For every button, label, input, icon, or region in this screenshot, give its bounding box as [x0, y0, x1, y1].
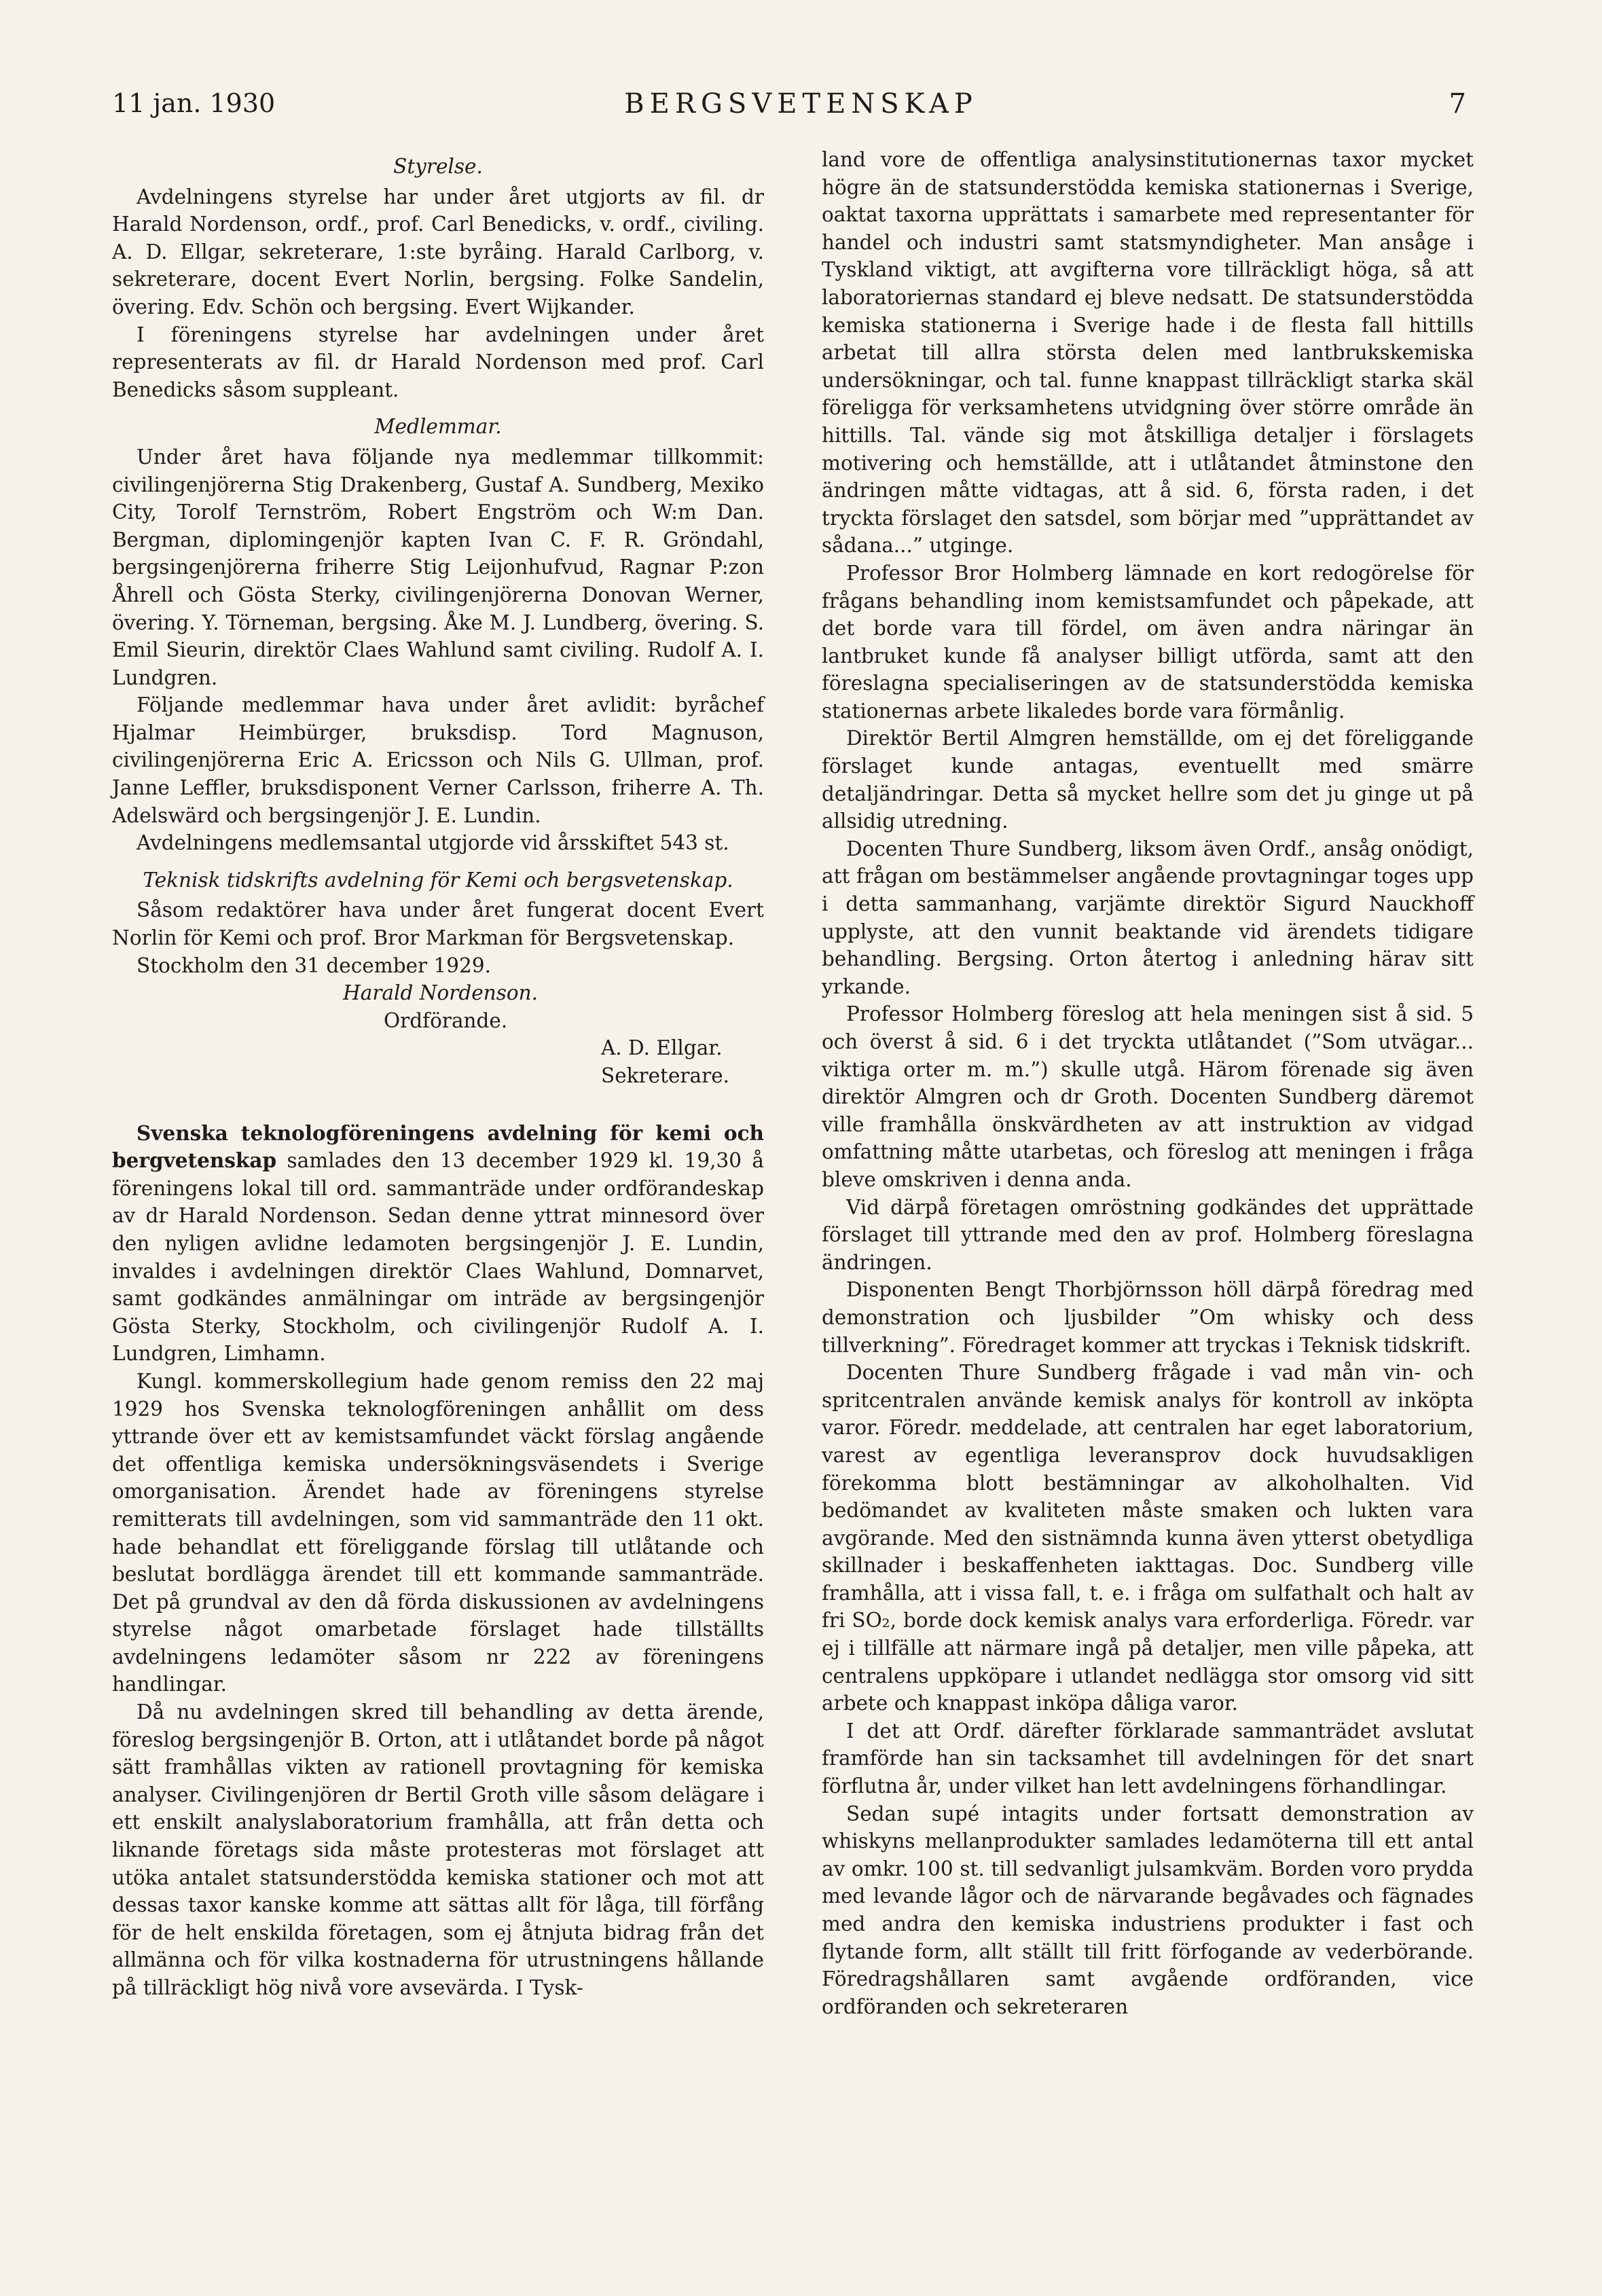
tidskrift-heading: Teknisk tidskrifts avdelning för Kemi och bergsvetenskap. [143, 868, 733, 892]
right-column [822, 146, 1474, 2020]
meeting-intro: samlades den 13 december 1929 kl. 19,30 å föreningens lokal till ord. sammanträde under ordförandeskap av dr Harald Nordenson. Sedan denne yttrat minnesord över den nyligen avlidne ledamoten bergsingenjör J. E. Lundin, invaldes i avdelningen direktör Claes Wahlund, Domnarvet, samt godkändes anmälningar om inträde av bergsingenjör Gösta Sterky, Stockholm, och civilingenjör Rudolf A. I. Lundgren, Limhamn. [112, 1149, 765, 1366]
paragraph: Sedan supé intagits under fortsatt demonstration av whiskyns mellanprodukter samlades ledamöterna till ett antal av omkr. 100 st. till sedvanligt julsamkväm. Borden voro prydda med levande lågor och de närvarande begåvades och fägnades med andra den kemiska industriens produkter i fast och flytande form, allt ställt till fritt förfogande av vederbörande. Föredragshållaren samt avgående ordföranden, vice ordföranden och sekreteraren [822, 1802, 1474, 2018]
paragraph: I det att Ordf. därefter förklarade sammanträdet avslutat framförde han sin tacksamhet till avdelningen för det snart förflutna år, under vilket han lett avdelningens förhandlingar. [822, 1719, 1474, 1798]
paragraph: Vid därpå företagen omröstning godkändes det upprättade förslaget till yttrande med den av prof. Holmberg föreslagna ändringen. [822, 1195, 1474, 1274]
medlemmar-heading: Medlemmar. [374, 415, 502, 439]
paragraph: Docenten Thure Sundberg frågade i vad mån vin- och spritcentralen använde kemisk analys för kontroll av inköpta varor. Föredr. meddelade, att centralen har eget laboratorium, varest av egentliga leveransprov dock huvudsakligen förekomma blott bestämningar av alkoholhalten. Vid bedömandet av kvaliteten måste smaken och lukten vara avgörande. Med den sistnämnda kunna även ytterst obetydliga skillnader i beskaffenheten iakttagas. Doc. Sundberg ville framhålla, att i vissa fall, t. e. i fråga om sulfathalt och halt av fri SO₂, borde dock kemisk analys vara erforderliga. Föredr. var ej i tillfälle att närmare ingå på detaljer, men ville påpeka, att centralens uppköpare i utlandet nedlägga stor omsorg vid sitt arbete och knappast inköpa dåliga varor. [822, 1361, 1474, 1715]
paragraph: Under året hava följande nya medlemmar tillkommit: civilingenjörerna Stig Drakenberg, Gustaf A. Sundberg, Mexiko City, Torolf Ternström, Robert Engström och W:m Dan. Bergman, diplomingenjör kapten Ivan C. F. R. Gröndahl, bergsingenjörerna friherre Stig Leijonhufvud, Ragnar P:zon Åhrell och Gösta Sterky, civilingenjörerna Donovan Werner, övering. Y. Törneman, bergsing. Åke M. J. Lundberg, övering. S. Emil Sieurin, direktör Claes Wahlund samt civiling. Rudolf A. I. Lundgren. [112, 445, 764, 689]
running-header [0, 88, 1602, 129]
journal-title: BERGSVETENSKAP [624, 88, 978, 120]
left-column [112, 153, 764, 2002]
paragraph: I föreningens styrelse har avdelningen under året representerats av fil. dr Harald Nordenson med prof. Carl Benedicks såsom suppleant. [112, 323, 764, 401]
signer-chair-name: Harald Nordenson. [343, 981, 538, 1005]
paragraph: Avdelningens styrelse har under året utgjorts av fil. dr Harald Nordenson, ordf., prof. Carl Benedicks, v. ordf., civiling. A. D. Ellgar, sekreterare, 1:ste byråing. Harald Carlborg, v. sekreterare, docent Evert Norlin, bergsing. Folke Sandelin, övering. Edv. Schön och bergsing. Evert Wijkander. [112, 185, 764, 318]
paragraph: Kungl. kommerskollegium hade genom remiss den 22 maj 1929 hos Svenska teknologföreningen anhållit om dess yttrande över ett av kemistsamfundet väckt förslag angående det offentliga kemiska undersökningsväsendets i Sverige omorganisation. Ärendet hade av föreningens styrelse remitterats till avdelningen, som vid sammanträde den 11 okt. hade behandlat ett föreliggande förslag till utlåtande och beslutat bordlägga ärendet till ett kommande sammanträde. Det på grundval av den då förda diskussionen av avdelningens styrelse något omarbetade förslaget hade tillställts avdelningens ledamöter såsom nr 222 av föreningens handlingar. [112, 1369, 764, 1696]
page-number: 7 [1449, 88, 1466, 120]
paragraph: Disponenten Bengt Thorbjörnsson höll därpå föredrag med demonstration och ljusbilder ”Om whisky och dess tillverkning”. Föredraget kommer att tryckas i Teknisk tidskrift. [822, 1278, 1474, 1357]
paragraph: Då nu avdelningen skred till behandling av detta ärende, föreslog bergsingenjör B. Orton, att i utlåtandet borde på något sätt framhållas vikten av rationell provtagning för kemiska analyser. Civilingenjören dr Bertil Groth ville såsom delägare i ett enskilt analyslaboratorium framhålla, att från detta och liknande företags sida måste protesteras mot förslaget att utöka antalet statsunderstödda kemiska stationer och mot att dessas taxor kanske komme att sättas allt för låga, till förfång för de helt enskilda företagen, som ej åtnjuta bidrag från det allmänna och för vilka kostnaderna för utrustningens hållande på tillräckligt hög nivå vore avsevärda. I Tysk- [112, 1700, 764, 1999]
signer-chair-title: Ordförande. [384, 1008, 508, 1032]
signer-secretary-title: Sekreterare. [601, 1064, 730, 1087]
paragraph: Såsom redaktörer hava under året fungerat docent Evert Norlin för Kemi och prof. Bror Markman för Bergsvetenskap. [112, 898, 764, 950]
meeting-title: Svenska teknologföreningens avdelning för kemi och bergvetenskap [112, 1120, 764, 1173]
issue-date: 11 jan. 1930 [112, 88, 276, 118]
signer-secretary-name: A. D. Ellgar. [601, 1036, 723, 1060]
paragraph: Direktör Bertil Almgren hemställde, om ej det föreliggande förslaget kunde antagas, eventuellt med smärre detaljändringar. Detta så mycket hellre som det ju ginge ut på allsidig utredning. [822, 727, 1474, 833]
paragraph: Följande medlemmar hava under året avlidit: byråchef Hjalmar Heimbürger, bruksdisp. Tord Magnuson, civilingenjörerna Eric A. Ericsson och Nils G. Ullman, prof. Janne Leffler, bruksdisponent Verner Carlsson, friherre A. Th. Adelswärd och bergsingenjör J. E. Lundin. [112, 693, 764, 827]
meeting-report [112, 1120, 764, 1368]
paragraph: Avdelningens medlemsantal utgjorde vid årsskiftet 543 st. [136, 831, 729, 855]
paragraph: Docenten Thure Sundberg, liksom även Ordf., ansåg onödigt, att frågan om bestämmelser angående provtagningar toges upp i detta sammanhang, varjämte direktör Sigurd Nauckhoff upplyste, att den vunnit beaktande vid ärendets tidigare behandling. Bergsing. Orton återtog i anledning härav sitt yrkande. [822, 837, 1474, 998]
paragraph: Professor Holmberg föreslog att hela meningen sist å sid. 5 och överst å sid. 6 i det tryckta utlåtandet (”Som utvägar... viktiga orter m. m.”) skulle utgå. Härom förenade sig även direktör Almgren och dr Groth. Docenten Sundberg däremot ville framhålla önskvärdheten av att instruktion av vidgad omfattning måtte utarbetas, och föreslog att meningen i fråga bleve omskriven i denna anda. [822, 1002, 1474, 1191]
styrelse-heading: Styrelse. [393, 155, 483, 178]
paragraph: land vore de offentliga analysinstitutionernas taxor mycket högre än de statsunderstödda kemiska stationernas i Sverige, oaktat taxorna upprättats i samarbete med representanter för handel och industri samt statsmyndigheter. Man ansåge i Tyskland viktigt, att avgifterna vore tillräckligt höga, så att laboratoriernas standard ej bleve nedsatt. De statsunderstödda kemiska stationerna i Sverige hade i de flesta fall hittills arbetat till allra största delen med lantbrukskemiska undersökningar, och tal. funne knappast tillräckligt starka skäl föreligga för verksamhetens utvidgning över större område än hittills. Tal. vände sig mot åtskilliga detaljer i förslagets motivering och hemställde, att i utlåtandet åtminstone den ändringen måtte vidtagas, att å sid. 6, första raden, i det tryckta förslaget den satsdel, som börjar med ”upprättandet av sådana...” utginge. [822, 148, 1474, 558]
place-date: Stockholm den 31 december 1929. [136, 953, 491, 977]
paragraph: Professor Bror Holmberg lämnade en kort redogörelse för frågans behandling inom kemistsamfundet och påpekade, att det borde vara till fördel, om även andra näringar än lantbruket kunde få analyser billigt utförda, samt att den föreslagna specialiseringen av de statsunderstödda kemiska stationernas arbete likaledes borde vara förmånlig. [822, 561, 1474, 723]
